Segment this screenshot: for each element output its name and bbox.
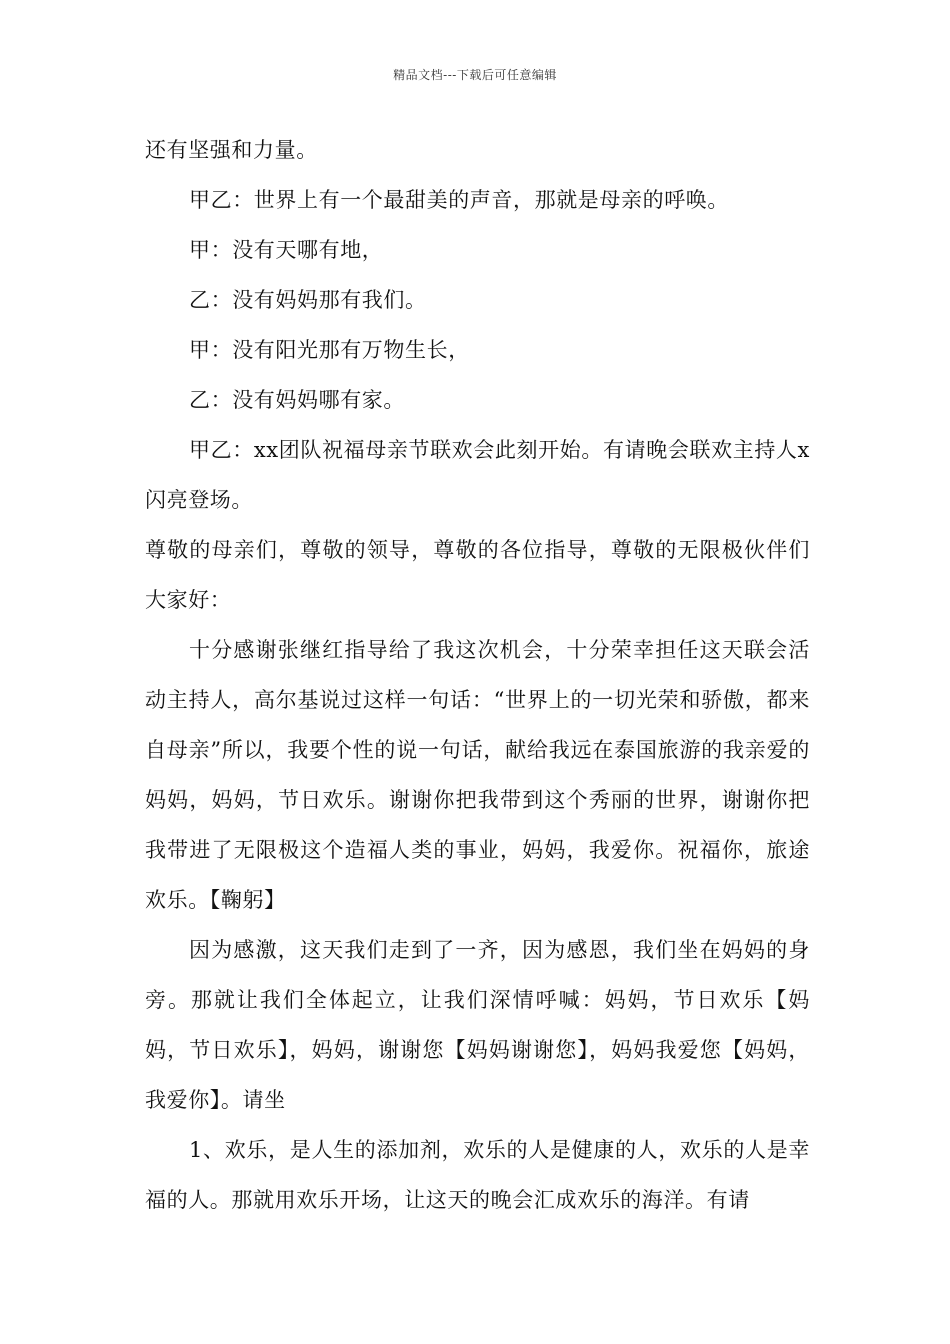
paragraph: 因为感激，这天我们走到了一齐，因为感恩，我们坐在妈妈的身旁。那就让我们全体起立，让我们深情呼喊：妈妈，节日欢乐【妈妈，节日欢乐】，妈妈，谢谢您【妈妈谢谢您】，妈妈我爱您【妈妈，我爱你】。请坐 (145, 938, 810, 1112)
paragraph: 乙：没有妈妈哪有家。 (189, 388, 405, 412)
paragraph: 甲：没有天哪有地， (189, 238, 384, 262)
paragraph: 十分感谢张继红指导给了我这次机会，十分荣幸担任这天联会活动主持人，高尔基说过这样一句话：“世界上的一切光荣和骄傲，都来自母亲”所以，我要个性的说一句话，献给我远在泰国旅游的我亲爱的妈妈，妈妈，节日欢乐。谢谢你把我带到这个秀丽的世界，谢谢你把我带进了无限极这个造福人类的事业，妈妈，我爱你。祝福你，旅途欢乐。【鞠躬】 (145, 638, 810, 912)
paragraph: 还有坚强和力量。 (145, 138, 318, 162)
paragraph: 尊敬的母亲们，尊敬的领导，尊敬的各位指导，尊敬的无限极伙伴们大家好： (145, 538, 810, 612)
paragraph: 甲乙：世界上有一个最甜美的声音，那就是母亲的呼唤。 (189, 188, 729, 212)
paragraph: 1、欢乐，是人生的添加剂，欢乐的人是健康的人，欢乐的人是幸福的人。那就用欢乐开场，让这天的晚会汇成欢乐的海洋。有请 (145, 1138, 810, 1212)
document-body (145, 125, 810, 1225)
paragraph: 乙：没有妈妈那有我们。 (189, 288, 427, 312)
page-header: 精品文档---下载后可任意编辑 (393, 68, 557, 82)
paragraph: 甲乙：xx团队祝福母亲节联欢会此刻开始。有请晚会联欢主持人x闪亮登场。 (145, 438, 810, 512)
paragraph: 甲：没有阳光那有万物生长， (189, 338, 470, 362)
